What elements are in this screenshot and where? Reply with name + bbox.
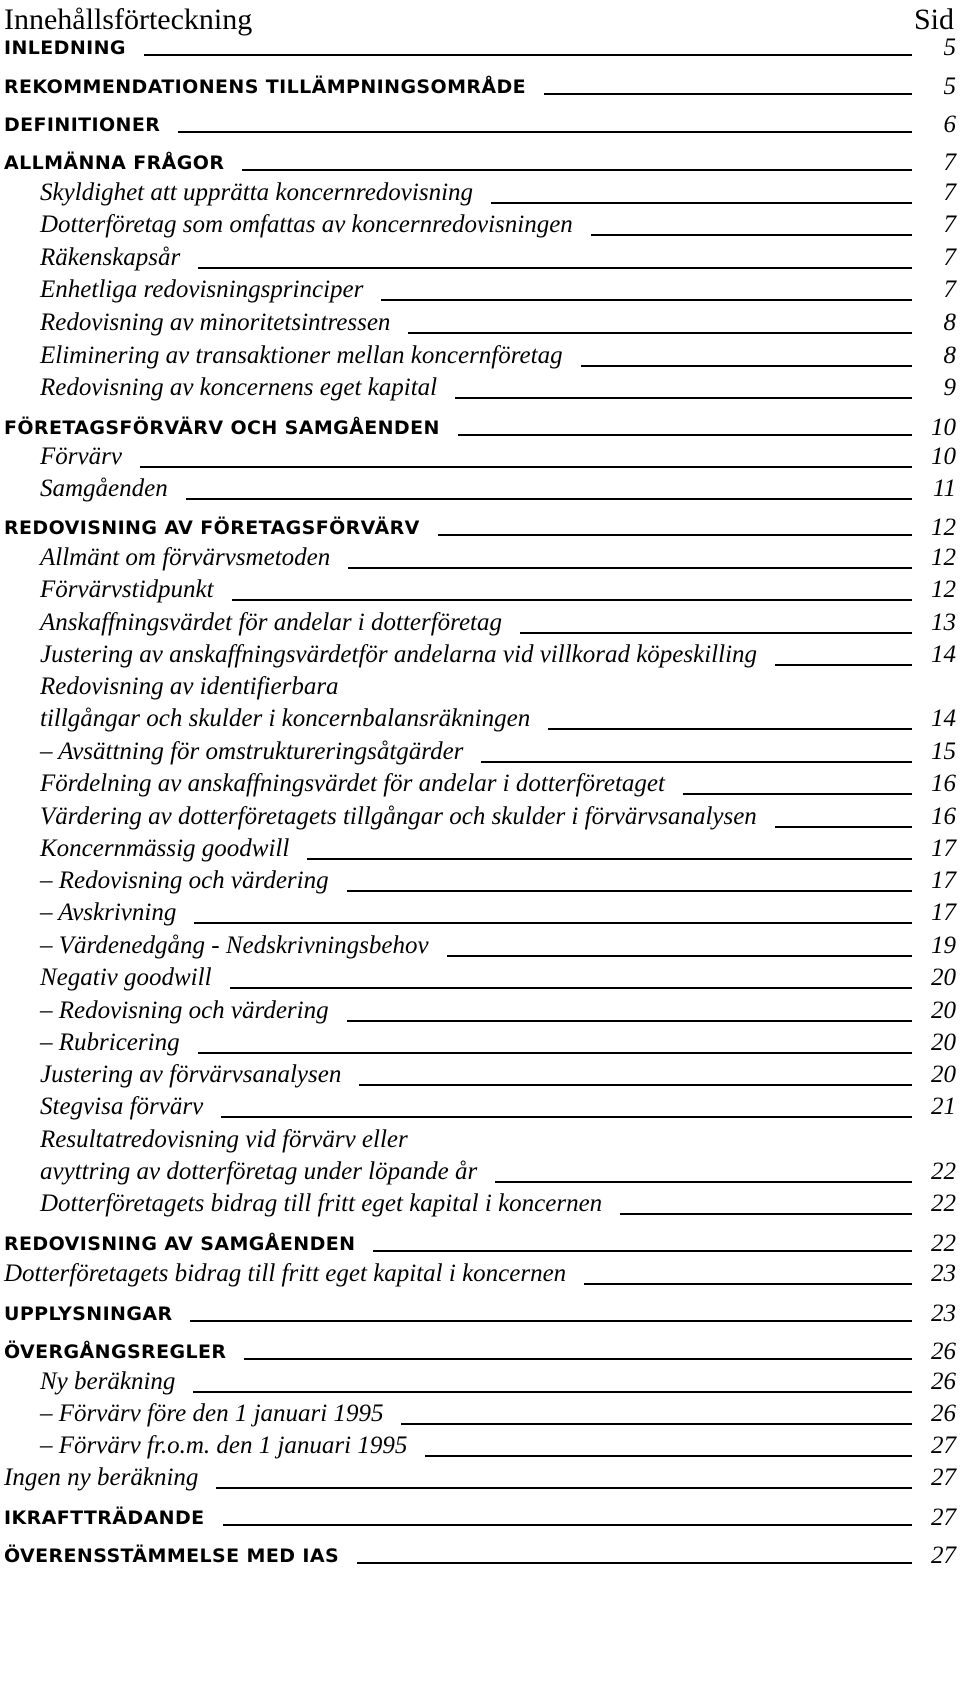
leader-line (242, 169, 912, 171)
entry-page-number: 12 (931, 544, 956, 571)
entry-title: Skyldighet att upprätta koncernredovisning (40, 179, 474, 206)
leader-line (775, 664, 912, 666)
entry-title: – Avskrivning (40, 899, 177, 926)
entry-title: Redovisning av minoritetsintressen (40, 309, 391, 336)
toc-subsection-entry[interactable] (4, 1156, 956, 1188)
toc-section-entry[interactable] (4, 414, 956, 442)
page-column-label: Sid (913, 3, 954, 36)
entry-page-number: 7 (943, 211, 956, 238)
entry-title: – Redovisning och värdering (40, 997, 329, 1024)
entry-page-number: 20 (931, 997, 956, 1024)
toc-subsection-entry[interactable] (4, 962, 956, 994)
toc-subsection-entry[interactable] (4, 995, 956, 1027)
toc-subsection-entry[interactable] (4, 473, 956, 505)
entry-title: Samgåenden (40, 475, 168, 502)
entry-page-number: 10 (931, 414, 956, 441)
entry-page-number: 20 (931, 1061, 956, 1088)
entry-page-number: 27 (931, 1464, 956, 1491)
toc-section-entry[interactable] (4, 73, 956, 101)
toc-subsection-entry[interactable] (4, 639, 956, 671)
leader-line (194, 922, 912, 924)
entry-title: Ingen ny beräkning (4, 1464, 199, 1491)
toc-section-entry[interactable] (4, 1338, 956, 1366)
leader-line (190, 1320, 912, 1322)
entry-title: Enhetliga redovisningsprinciper (40, 276, 364, 303)
entry-page-number: 26 (931, 1368, 956, 1395)
leader-line (347, 1020, 912, 1022)
leader-line (775, 826, 912, 828)
leader-line (425, 1455, 912, 1457)
leader-line (584, 1283, 912, 1285)
toc-section-entry[interactable] (4, 1542, 956, 1570)
entry-title: – Värdenedgång - Nedskrivningsbehov (40, 932, 429, 959)
leader-line (198, 267, 912, 269)
toc-subsection-entry[interactable] (4, 768, 956, 800)
entry-page-number: 20 (931, 1029, 956, 1056)
entry-title: Dotterföretagets bidrag till fritt eget kapital i koncernen (40, 1190, 603, 1217)
entry-page-number: 23 (931, 1300, 956, 1327)
toc-subsection-entry[interactable] (4, 1027, 956, 1059)
leader-line (447, 955, 912, 957)
leader-line (198, 1052, 912, 1054)
entry-page-number: 8 (943, 342, 956, 369)
entry-title: – Förvärv fr.o.m. den 1 januari 1995 (40, 1432, 408, 1459)
leader-line (581, 365, 912, 367)
entry-title: ALLMÄNNA FRÅGOR (4, 152, 225, 174)
entry-title: Stegvisa förvärv (40, 1093, 204, 1120)
entry-page-number: 9 (943, 374, 956, 401)
entry-page-number: 26 (931, 1338, 956, 1365)
toc-subsection-entry[interactable] (4, 542, 956, 574)
entry-page-number: 27 (931, 1504, 956, 1531)
entry-page-number: 16 (931, 803, 956, 830)
leader-line (683, 793, 912, 795)
entry-page-number: 11 (932, 475, 956, 502)
toc-subsection-entry[interactable] (4, 1430, 956, 1462)
entry-page-number: 17 (931, 867, 956, 894)
entry-page-number: 14 (931, 705, 956, 732)
leader-line (359, 1084, 912, 1086)
entry-page-number: 5 (943, 73, 956, 100)
entry-page-number: 19 (931, 932, 956, 959)
toc-subsection-entry[interactable] (4, 703, 956, 735)
entry-title: avyttring av dotterföretag under löpande år (40, 1158, 478, 1185)
toc-section-entry[interactable] (4, 34, 956, 62)
entry-title: – Avsättning för omstruktureringsåtgärder (40, 738, 464, 765)
toc-subsection-entry[interactable] (4, 574, 956, 606)
entry-title: FÖRETAGSFÖRVÄRV OCH SAMGÅENDEN (4, 417, 440, 439)
entry-title: Förvärvstidpunkt (40, 576, 214, 603)
entry-page-number: 8 (943, 309, 956, 336)
toc-header (4, 2, 954, 38)
toc-subsection-entry[interactable] (4, 833, 956, 865)
entry-title: REKOMMENDATIONENS TILLÄMPNINGSOMRÅDE (4, 76, 527, 98)
entry-title: REDOVISNING AV FÖRETAGSFÖRVÄRV (4, 517, 420, 539)
leader-line (232, 599, 912, 601)
leader-line (481, 761, 912, 763)
entry-title: ÖVERGÅNGSREGLER (4, 1341, 227, 1363)
toc-subsection-entry[interactable] (4, 372, 956, 404)
entry-page-number: 17 (931, 899, 956, 926)
toc-subsection-entry[interactable] (4, 1462, 956, 1494)
toc-subsection-entry[interactable] (4, 865, 956, 897)
entry-page-number: 5 (943, 34, 956, 61)
toc-section-entry[interactable] (4, 1504, 956, 1532)
entry-page-number: 22 (931, 1158, 956, 1185)
toc-subsection-entry[interactable] (4, 671, 956, 703)
leader-line (193, 1391, 912, 1393)
entry-page-number: 15 (931, 738, 956, 765)
toc-subsection-entry[interactable] (4, 209, 956, 241)
entry-title: DEFINITIONER (4, 114, 161, 136)
leader-line (373, 1250, 912, 1252)
entry-page-number: 7 (943, 276, 956, 303)
entry-page-number: 21 (931, 1093, 956, 1120)
entry-title: Redovisning av identifierbara (40, 673, 339, 700)
entry-title: IKRAFTTRÄDANDE (4, 1507, 205, 1529)
entry-title: Allmänt om förvärvsmetoden (40, 544, 331, 571)
leader-line (144, 54, 912, 56)
leader-line (347, 890, 912, 892)
entry-page-number: 27 (931, 1432, 956, 1459)
entry-title: Förvärv (40, 443, 122, 470)
entry-title: tillgångar och skulder i koncernbalansräkningen (40, 705, 531, 732)
entry-page-number: 6 (943, 111, 956, 138)
entry-page-number: 26 (931, 1400, 956, 1427)
leader-line (438, 534, 912, 536)
leader-line (620, 1213, 912, 1215)
toc-subsection-entry[interactable] (4, 1059, 956, 1091)
entry-title: Anskaffningsvärdet för andelar i dotterföretag (40, 609, 502, 636)
entry-title: Negativ goodwill (40, 964, 212, 991)
entry-page-number: 7 (943, 244, 956, 271)
leader-line (491, 202, 912, 204)
toc-section-entry[interactable] (4, 111, 956, 139)
toc-subsection-entry[interactable] (4, 1188, 956, 1220)
leader-line (140, 466, 912, 468)
toc-section-entry[interactable] (4, 1300, 956, 1328)
entry-page-number: 12 (931, 514, 956, 541)
entry-title: Redovisning av koncernens eget kapital (40, 374, 438, 401)
entry-title: Dotterföretag som omfattas av koncernredovisningen (40, 211, 573, 238)
entry-title: Räkenskapsår (40, 244, 181, 271)
toc-subsection-entry[interactable] (4, 1091, 956, 1123)
toc-subsection-entry[interactable] (4, 1258, 956, 1290)
entry-title: – Förvärv före den 1 januari 1995 (40, 1400, 384, 1427)
toc-subsection-entry[interactable] (4, 307, 956, 339)
toc-subsection-entry[interactable] (4, 736, 956, 768)
entry-page-number: 16 (931, 770, 956, 797)
entry-page-number: 20 (931, 964, 956, 991)
leader-line (408, 332, 912, 334)
entry-title: Koncernmässig goodwill (40, 835, 290, 862)
toc-subsection-entry[interactable] (4, 274, 956, 306)
leader-line (244, 1358, 912, 1360)
toc-subsection-entry[interactable] (4, 930, 956, 962)
leader-line (544, 93, 912, 95)
entry-page-number: 23 (931, 1260, 956, 1287)
entry-page-number: 7 (943, 179, 956, 206)
leader-line (230, 987, 912, 989)
entry-title: Fördelning av anskaffningsvärdet för andelar i dotterföretaget (40, 770, 665, 797)
entry-title: REDOVISNING AV SAMGÅENDEN (4, 1233, 356, 1255)
toc-subsection-entry[interactable] (4, 1398, 956, 1430)
entry-title: Resultatredovisning vid förvärv eller (40, 1126, 408, 1153)
entry-page-number: 17 (931, 835, 956, 862)
toc-section-entry[interactable] (4, 149, 956, 177)
entry-title: – Redovisning och värdering (40, 867, 329, 894)
entry-title: Justering av anskaffningsvärdetför andelarna vid villkorad köpeskilling (40, 641, 758, 668)
entry-title: Eliminering av transaktioner mellan koncernföretag (40, 342, 563, 369)
toc-subsection-entry[interactable] (4, 897, 956, 929)
leader-line (223, 1524, 912, 1526)
toc-subsection-entry[interactable] (4, 801, 956, 833)
toc-section-entry[interactable] (4, 1230, 956, 1258)
entry-page-number: 12 (931, 576, 956, 603)
toc-subsection-entry[interactable] (4, 441, 956, 473)
entry-page-number: 22 (931, 1190, 956, 1217)
leader-line (455, 397, 912, 399)
leader-line (348, 567, 912, 569)
entry-page-number: 10 (931, 443, 956, 470)
leader-line (381, 299, 912, 301)
toc-subsection-entry[interactable] (4, 1124, 956, 1156)
leader-line (591, 234, 912, 236)
toc-subsection-entry[interactable] (4, 340, 956, 372)
entry-title: Värdering av dotterföretagets tillgångar och skulder i förvärvsanalysen (40, 803, 757, 830)
leader-line (401, 1423, 912, 1425)
entry-title: ÖVERENSSTÄMMELSE MED IAS (4, 1545, 340, 1567)
leader-line (548, 728, 912, 730)
entry-title: INLEDNING (4, 37, 126, 59)
entry-title: Justering av förvärvsanalysen (40, 1061, 342, 1088)
entry-title: UPPLYSNINGAR (4, 1303, 173, 1325)
leader-line (186, 498, 912, 500)
entry-page-number: 14 (931, 641, 956, 668)
toc-subsection-entry[interactable] (4, 242, 956, 274)
entry-page-number: 13 (931, 609, 956, 636)
leader-line (357, 1562, 912, 1564)
toc-subsection-entry[interactable] (4, 177, 956, 209)
entry-title: – Rubricering (40, 1029, 180, 1056)
entry-page-number: 7 (943, 149, 956, 176)
entry-page-number: 22 (931, 1230, 956, 1257)
leader-line (221, 1116, 912, 1118)
leader-line (495, 1181, 912, 1183)
leader-line (216, 1487, 912, 1489)
toc-subsection-entry[interactable] (4, 607, 956, 639)
entry-title: Dotterföretagets bidrag till fritt eget kapital i koncernen (4, 1260, 567, 1287)
leader-line (307, 858, 912, 860)
entry-page-number: 27 (931, 1542, 956, 1569)
leader-line (458, 434, 912, 436)
toc-section-entry[interactable] (4, 514, 956, 542)
toc-title: Innehållsförteckning (4, 3, 253, 36)
toc-subsection-entry[interactable] (4, 1366, 956, 1398)
leader-line (178, 131, 912, 133)
leader-line (520, 632, 912, 634)
entry-title: Ny beräkning (40, 1368, 176, 1395)
